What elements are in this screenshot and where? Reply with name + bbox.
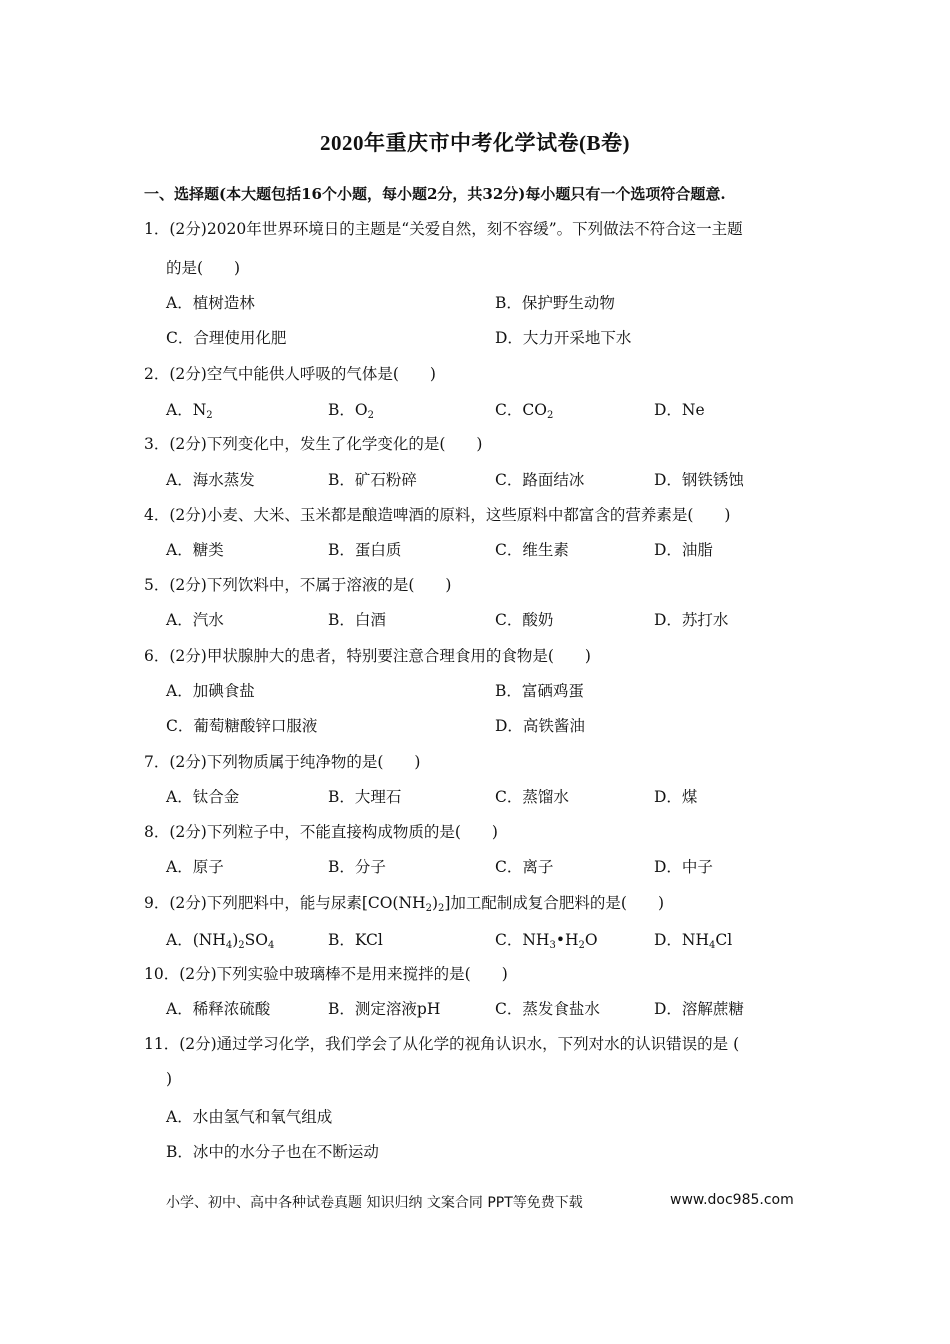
option-c: C．葡萄糖酸锌口服液 [166, 717, 318, 735]
option-d: D．大力开采地下水 [495, 329, 632, 347]
option-a: A．糖类 [166, 541, 224, 559]
option-a: A．钛合金 [166, 788, 240, 806]
option-c: C．蒸发食盐水 [495, 1000, 600, 1018]
page-footer [166, 1192, 794, 1212]
option-a: A．植树造林 [166, 294, 255, 312]
question-stem-continued: ) [166, 1070, 173, 1088]
option-d: D．$NH_4Cl$ [654, 931, 733, 951]
option-a: A．加碘食盐 [166, 682, 255, 700]
question-stem: 7．(2分)下列物质属于纯净物的是( ) [144, 753, 421, 771]
option-a: A．水由氢气和氧气组成 [166, 1108, 333, 1126]
option-c: C．酸奶 [495, 611, 554, 629]
option-d: D．苏打水 [654, 611, 729, 629]
option-d: D．Ne [654, 401, 705, 419]
question-stem: 9．(2分)下列肥料中，能与尿素$[CO(NH_2)_2]$加工配制成复合肥料的是( ) [144, 894, 665, 914]
option-c: C．路面结冰 [495, 471, 585, 489]
footer-url-link[interactable]: www.doc985.com [670, 1192, 794, 1208]
option-c: C．蒸馏水 [495, 788, 569, 806]
question-stem: 6．(2分)甲状腺肿大的患者，特别要注意合理食用的食物是( ) [144, 647, 591, 665]
option-c: C．合理使用化肥 [166, 329, 287, 347]
option-b: B．测定溶液pH [328, 1000, 441, 1018]
option-a: A．原子 [166, 858, 224, 876]
question-stem: 2．(2分)空气中能供人呼吸的气体是( ) [144, 365, 436, 383]
question-stem: 1．(2分)2020年世界环境日的主题是“关爱自然，刻不容缓”。下列做法不符合这一主题 [144, 220, 743, 238]
option-a: A．$N_2$ [166, 401, 213, 421]
question-stem: 3．(2分)下列变化中，发生了化学变化的是( ) [144, 435, 483, 453]
question-stem: 11．(2分)通过学习化学，我们学会了从化学的视角认识水，下列对水的认识错误的是 ( [144, 1035, 740, 1053]
option-a: A．海水蒸发 [166, 471, 255, 489]
question-stem-continued: 的是( ) [166, 259, 241, 277]
option-b: B．冰中的水分子也在不断运动 [166, 1143, 379, 1161]
option-d: D．钢铁锈蚀 [654, 471, 744, 489]
option-d: D．中子 [654, 858, 713, 876]
option-d: D．高铁酱油 [495, 717, 585, 735]
option-b: B．分子 [328, 858, 386, 876]
question-stem: 5．(2分)下列饮料中，不属于溶液的是( ) [144, 576, 452, 594]
option-d: D．煤 [654, 788, 698, 806]
option-b: B．矿石粉碎 [328, 471, 417, 489]
option-b: B．白酒 [328, 611, 386, 629]
option-b: B．保护野生动物 [495, 294, 615, 312]
option-a: A．$(NH_4)_2SO_4$ [166, 931, 275, 951]
option-b: B．KCl [328, 931, 383, 949]
option-b: B．蛋白质 [328, 541, 402, 559]
option-c: C．维生素 [495, 541, 569, 559]
question-stem: 4．(2分)小麦、大米、玉米都是酿造啤酒的原料，这些原料中都富含的营养素是( ) [144, 506, 731, 524]
option-a: A．稀释浓硫酸 [166, 1000, 271, 1018]
option-b: B．$O_2$ [328, 401, 374, 421]
question-stem: 8．(2分)下列粒子中，不能直接构成物质的是( ) [144, 823, 498, 841]
option-c: C．离子 [495, 858, 554, 876]
option-d: D．油脂 [654, 541, 713, 559]
option-b: B．大理石 [328, 788, 402, 806]
option-c: C．$CO_2$ [495, 401, 554, 421]
option-c: C．$NH_3•H_2O$ [495, 931, 598, 951]
question-stem: 10．(2分)下列实验中玻璃棒不是用来搅拌的是( ) [144, 965, 508, 983]
section-heading: 一、选择题(本大题包括16个小题，每小题2分，共32分)每小题只有一个选项符合题意. [144, 185, 726, 203]
option-b: B．富硒鸡蛋 [495, 682, 584, 700]
footer-text: 小学、初中、高中各种试卷真题 知识归纳 文案合同 PPT等免费下载 [166, 1195, 583, 1211]
option-d: D．溶解蔗糖 [654, 1000, 744, 1018]
option-a: A．汽水 [166, 611, 224, 629]
page-title: 2020年重庆市中考化学试卷(B卷) [320, 131, 630, 155]
